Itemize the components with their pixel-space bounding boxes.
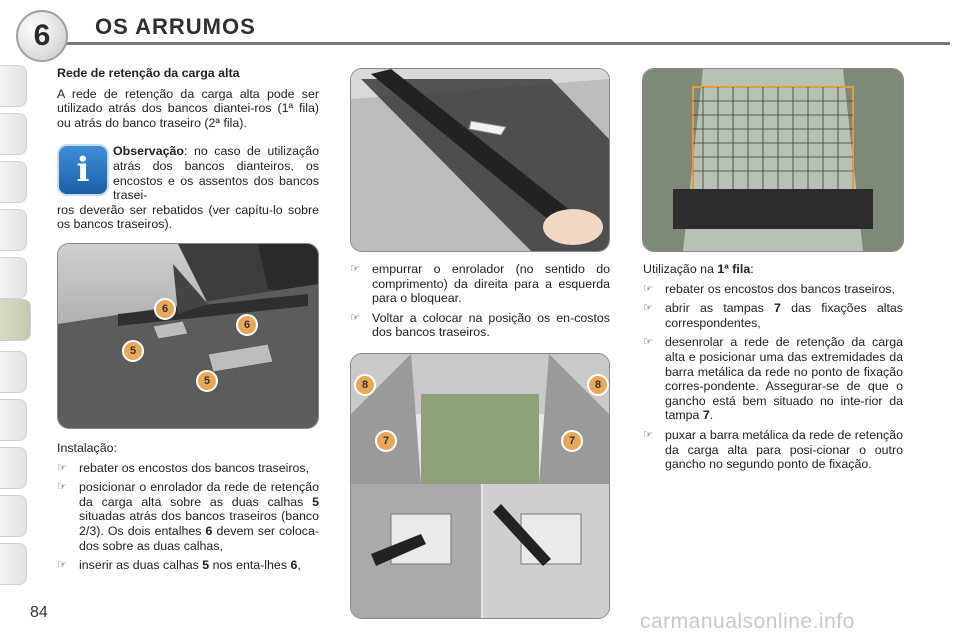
chapter-tabs	[0, 55, 30, 585]
pointing-hand-icon: ☞	[643, 428, 653, 441]
item-text: empurrar o enrolador (no sentido do comprimento) da direita para a esquerda para o bloquear.	[372, 262, 610, 306]
callout-ref: 5	[312, 494, 319, 509]
chapter-tab-active[interactable]	[0, 299, 31, 341]
callout-ref: 5	[202, 558, 210, 573]
chapter-tab[interactable]	[0, 113, 27, 155]
first-row-section	[643, 262, 903, 472]
callout-8: 8	[587, 374, 609, 396]
intro-column	[57, 66, 319, 232]
intro-paragraph: A rede de retenção da carga alta pode ser utilizado atrás dos bancos diantei-ros (1ª fila) ou atrás do banco traseiro (2ª fila).	[57, 86, 319, 130]
list-item	[643, 282, 903, 297]
callout-7: 7	[561, 430, 583, 452]
list-item	[57, 461, 319, 476]
intro-text: Utilização na	[643, 262, 718, 276]
chapter-tab[interactable]	[0, 351, 27, 393]
callout-ref: 6	[290, 558, 298, 573]
net-illustration	[642, 68, 904, 252]
pointing-hand-icon: ☞	[643, 282, 653, 295]
intro-bold: 1ª fila	[717, 262, 751, 276]
item-text: das fixações altas correspondentes,	[665, 301, 903, 330]
first-row-intro	[643, 262, 903, 277]
callout-5: 5	[196, 370, 218, 392]
chapter-number-badge: 6	[16, 10, 68, 62]
pointing-hand-icon: ☞	[350, 263, 360, 275]
hooks-illustration	[350, 353, 610, 619]
pointing-hand-icon: ☞	[350, 311, 360, 324]
roller-list	[350, 262, 610, 340]
chapter-tab[interactable]	[0, 209, 27, 251]
note-text-continued: ros deverão ser rebatidos (ver capítu-lo sobre os bancos traseiros).	[57, 202, 319, 232]
callout-ref: 6	[205, 523, 213, 538]
item-text: inserir as duas calhas	[79, 558, 203, 573]
chapter-tab[interactable]	[0, 399, 27, 441]
pointing-hand-icon: ☞	[57, 461, 67, 474]
list-item	[643, 301, 903, 330]
installation-list	[57, 461, 319, 573]
note-text	[113, 144, 319, 202]
item-text: ,	[297, 558, 301, 573]
item-text: puxar a barra metálica da rede de retenção da carga alta para posi-cionar o outro gancho no segundo ponto de fixação.	[665, 427, 903, 472]
chapter-tab[interactable]	[0, 65, 27, 107]
section-heading: Rede de retenção da carga alta	[57, 66, 240, 80]
callout-5: 5	[122, 340, 144, 362]
list-item	[57, 558, 319, 573]
item-text: rebater os encostos dos bancos traseiros,	[79, 460, 310, 475]
installation-section	[57, 441, 319, 573]
item-text: .	[709, 408, 714, 423]
item-text: abrir as tampas	[665, 301, 774, 316]
list-item	[643, 428, 903, 472]
rails-illustration	[57, 243, 319, 429]
list-item	[643, 335, 903, 423]
chapter-tab[interactable]	[0, 495, 27, 537]
first-row-list	[643, 282, 903, 472]
item-text: devem ser coloca-dos sobre as duas calhas,	[79, 523, 319, 553]
callout-6: 6	[154, 298, 176, 320]
callout-7: 7	[375, 430, 397, 452]
item-text: desenrolar a rede de retenção da carga alta e posicionar uma das extremidades da barra metálica da rede no ponto de fixação corres-pondente. Assegurar-se de que o gancho está bem situado no inte-rior da tampa	[665, 335, 903, 423]
note-body-a: : no caso de utilização atrás dos bancos dianteiros, os encostos e os assentos dos bancos trasei-	[113, 144, 319, 203]
watermark: carmanualsonline.info	[640, 610, 855, 633]
pointing-hand-icon: ☞	[57, 559, 67, 572]
chapter-tab[interactable]	[0, 161, 27, 203]
item-text: situadas atrás dos bancos traseiros (banco 2/3). Os dois entalhes	[79, 509, 319, 538]
observation-note	[57, 144, 319, 232]
callout-6: 6	[236, 314, 258, 336]
item-text: Voltar a colocar na posição os en-costos dos bancos traseiros.	[372, 310, 610, 340]
list-item	[350, 311, 610, 340]
callout-ref: 7	[702, 408, 710, 423]
page-number: 84	[30, 604, 48, 621]
page-title: OS ARRUMOS	[95, 14, 256, 39]
pointing-hand-icon: ☞	[643, 302, 653, 315]
list-item	[57, 480, 319, 553]
list-item	[350, 262, 610, 306]
roller-steps	[350, 262, 610, 340]
item-text: posicionar o enrolador da rede de retenção da carga alta sobre as duas calhas	[79, 480, 319, 509]
callout-8: 8	[354, 374, 376, 396]
pointing-hand-icon: ☞	[57, 481, 67, 494]
chapter-tab[interactable]	[0, 447, 27, 489]
item-text: nos enta-lhes	[209, 558, 291, 573]
note-label: Observação	[113, 144, 184, 159]
intro-colon: :	[750, 262, 754, 276]
info-icon: i	[57, 144, 109, 196]
chapter-tab[interactable]	[0, 543, 27, 585]
pointing-hand-icon: ☞	[643, 336, 653, 349]
item-text: rebater os encostos dos bancos traseiros,	[665, 281, 896, 296]
installation-heading: Instalação:	[57, 441, 117, 455]
chapter-tab[interactable]	[0, 257, 27, 299]
header-rule	[60, 42, 950, 45]
roller-illustration	[350, 68, 610, 252]
callout-ref: 7	[774, 301, 781, 316]
